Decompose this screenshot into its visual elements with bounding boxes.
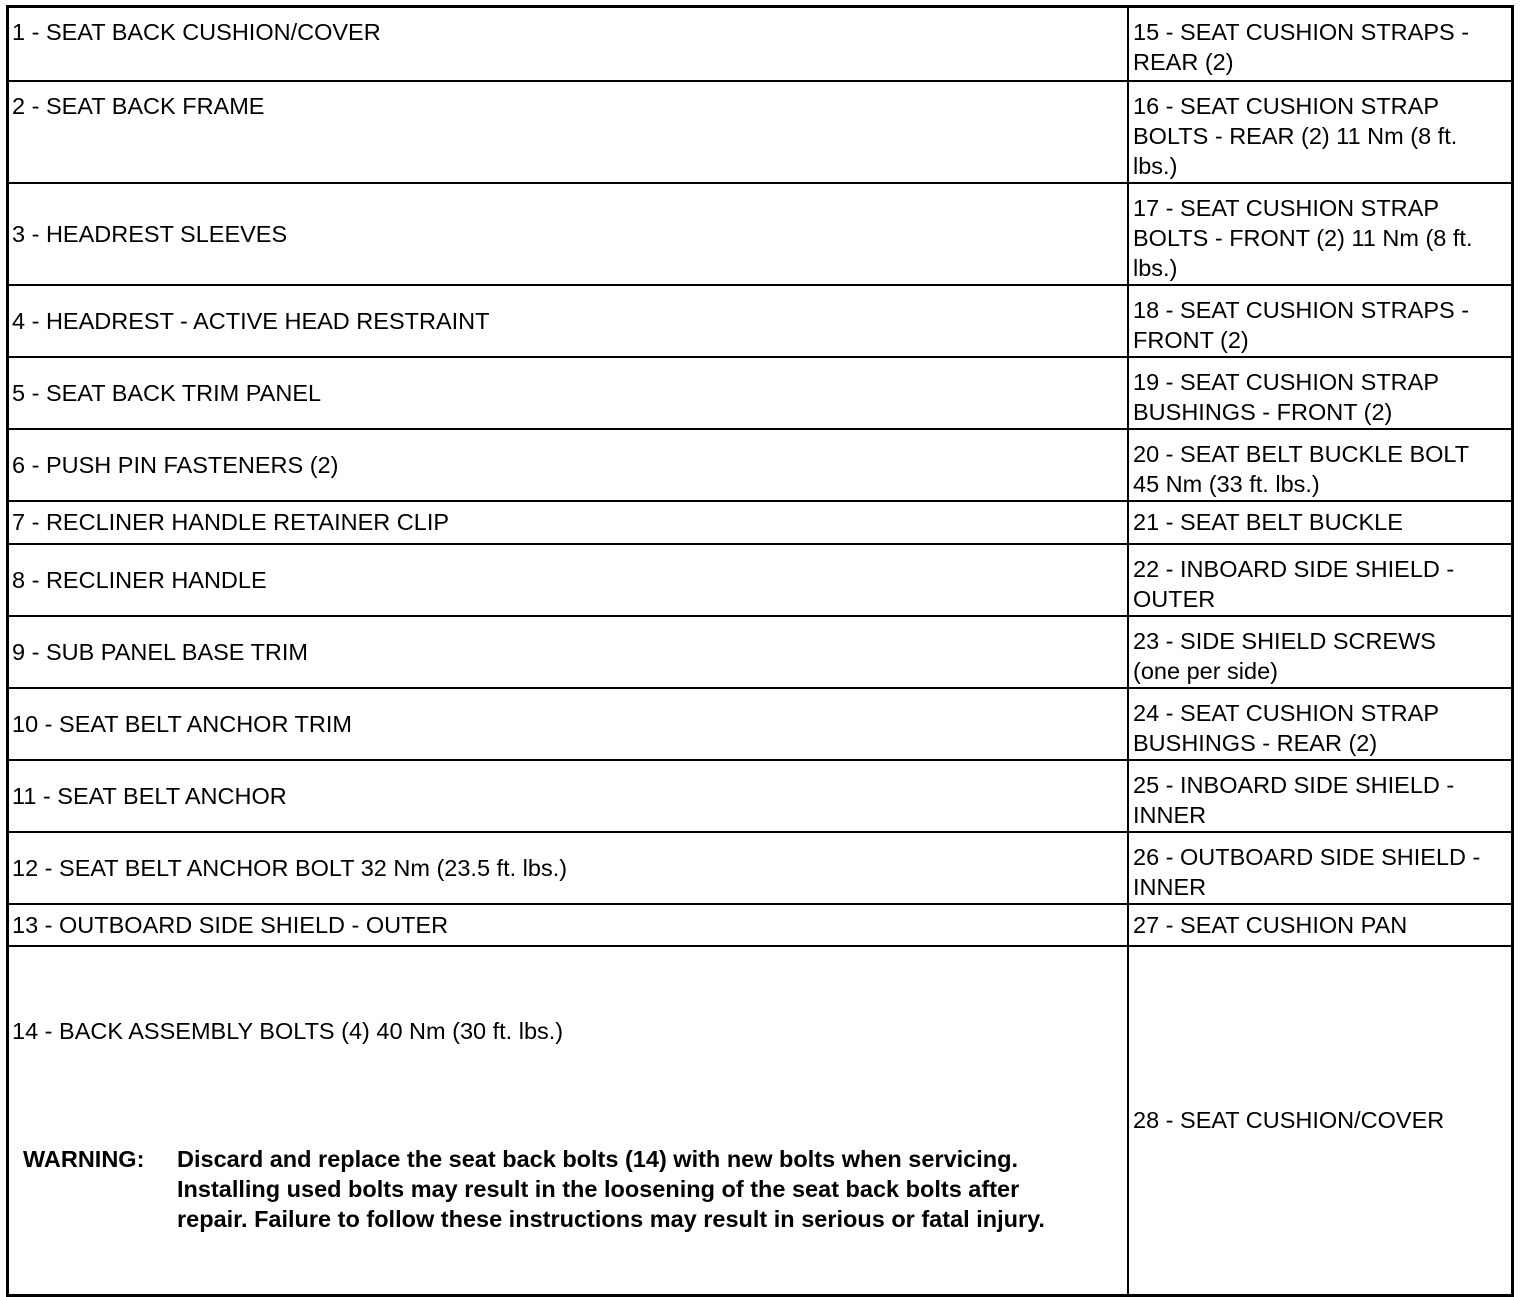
legend-item: 1 - SEAT BACK CUSHION/COVER <box>8 7 1129 81</box>
table-row <box>8 832 1513 904</box>
legend-item: 4 - HEADREST - ACTIVE HEAD RESTRAINT <box>8 285 1129 357</box>
legend-item: 8 - RECLINER HANDLE <box>8 544 1129 616</box>
warning-label: WARNING: <box>23 1145 145 1172</box>
legend-item-with-warning <box>8 946 1129 1296</box>
legend-item: 18 - SEAT CUSHION STRAPS - FRONT (2) <box>1128 285 1513 357</box>
legend-item: 24 - SEAT CUSHION STRAP BUSHINGS - REAR (2) <box>1128 688 1513 760</box>
legend-item: 13 - OUTBOARD SIDE SHIELD - OUTER <box>8 904 1129 946</box>
legend-item: 15 - SEAT CUSHION STRAPS - REAR (2) <box>1128 7 1513 81</box>
table-row <box>8 7 1513 81</box>
legend-item: 16 - SEAT CUSHION STRAP BOLTS - REAR (2) 11 Nm (8 ft. lbs.) <box>1128 81 1513 183</box>
parts-legend-table <box>6 5 1514 1297</box>
warning-text: Discard and replace the seat back bolts (14) with new bolts when servicing. Installing used bolts may result in the loosening of the seat back bolts after repair. Failure to follow these instructions may result in serious or fatal injury. <box>177 1145 1045 1232</box>
warning-block <box>12 1144 1123 1234</box>
table-row <box>8 183 1513 285</box>
legend-item: 5 - SEAT BACK TRIM PANEL <box>8 357 1129 429</box>
legend-item: 6 - PUSH PIN FASTENERS (2) <box>8 429 1129 501</box>
legend-item: 21 - SEAT BELT BUCKLE <box>1128 501 1513 544</box>
legend-item: 12 - SEAT BELT ANCHOR BOLT 32 Nm (23.5 ft. lbs.) <box>8 832 1129 904</box>
table-row <box>8 688 1513 760</box>
legend-item: 10 - SEAT BELT ANCHOR TRIM <box>8 688 1129 760</box>
legend-item: 9 - SUB PANEL BASE TRIM <box>8 616 1129 688</box>
legend-item: 23 - SIDE SHIELD SCREWS (one per side) <box>1128 616 1513 688</box>
table-row <box>8 429 1513 501</box>
table-row <box>8 760 1513 832</box>
legend-item: 26 - OUTBOARD SIDE SHIELD - INNER <box>1128 832 1513 904</box>
legend-item: 14 - BACK ASSEMBLY BOLTS (4) 40 Nm (30 ft. lbs.) <box>12 1017 564 1044</box>
legend-item: 3 - HEADREST SLEEVES <box>8 183 1129 285</box>
table-row <box>8 357 1513 429</box>
table-row <box>8 616 1513 688</box>
legend-item: 2 - SEAT BACK FRAME <box>8 81 1129 183</box>
legend-item: 7 - RECLINER HANDLE RETAINER CLIP <box>8 501 1129 544</box>
legend-item: 25 - INBOARD SIDE SHIELD - INNER <box>1128 760 1513 832</box>
legend-item: 27 - SEAT CUSHION PAN <box>1128 904 1513 946</box>
legend-item: 28 - SEAT CUSHION/COVER <box>1128 946 1513 1296</box>
table-row <box>8 544 1513 616</box>
table-row <box>8 946 1513 1296</box>
table-row <box>8 501 1513 544</box>
legend-item: 20 - SEAT BELT BUCKLE BOLT 45 Nm (33 ft. lbs.) <box>1128 429 1513 501</box>
table-row <box>8 81 1513 183</box>
legend-item: 22 - INBOARD SIDE SHIELD - OUTER <box>1128 544 1513 616</box>
table-row <box>8 904 1513 946</box>
legend-item: 17 - SEAT CUSHION STRAP BOLTS - FRONT (2) 11 Nm (8 ft. lbs.) <box>1128 183 1513 285</box>
table-row <box>8 285 1513 357</box>
legend-item: 11 - SEAT BELT ANCHOR <box>8 760 1129 832</box>
legend-item: 19 - SEAT CUSHION STRAP BUSHINGS - FRONT (2) <box>1128 357 1513 429</box>
